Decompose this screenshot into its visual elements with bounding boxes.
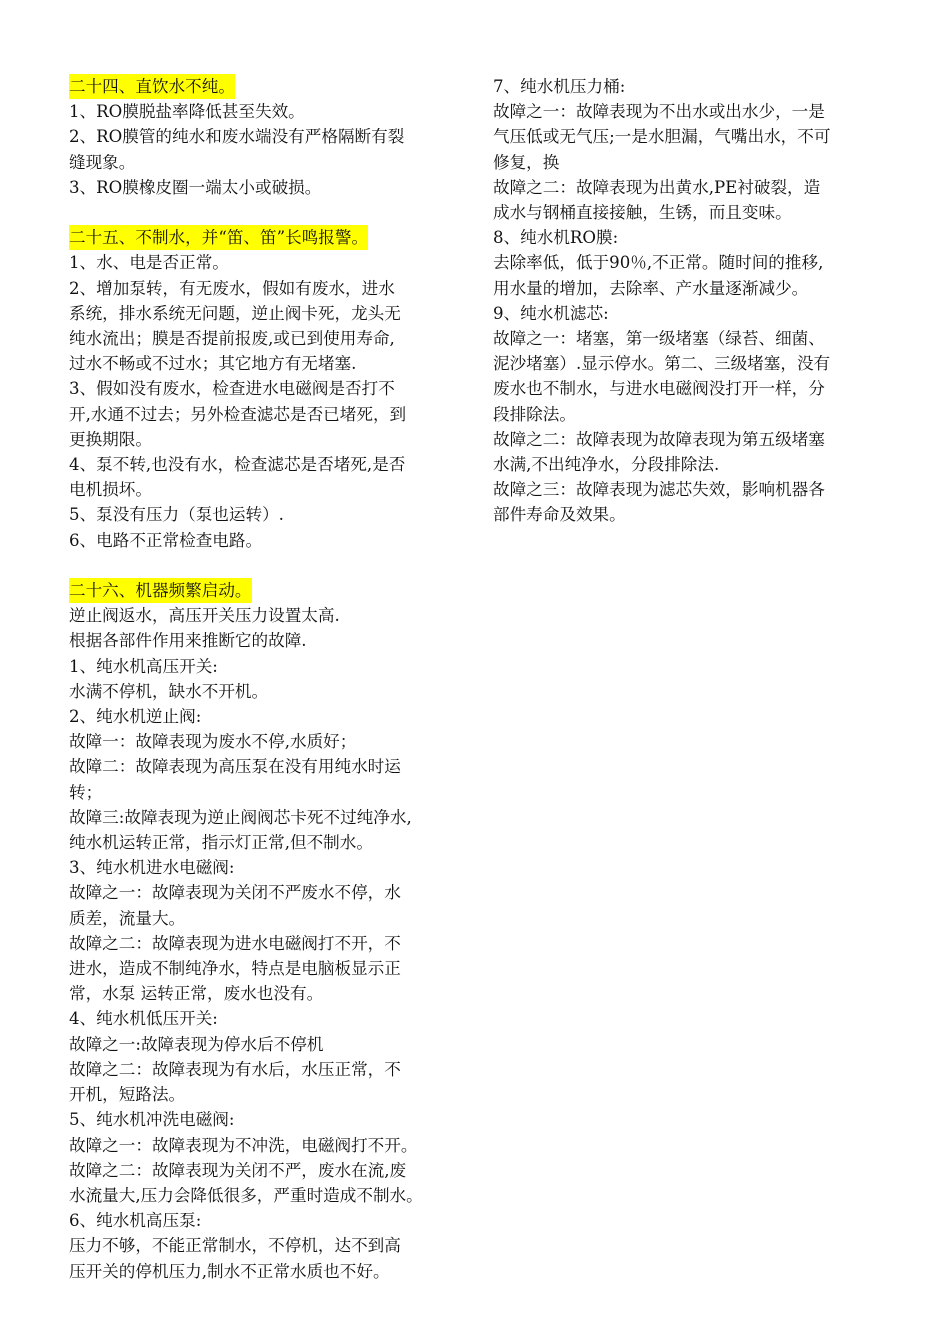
- text-line: 3、假如没有废水，检查进水电磁阀是否打不: [69, 379, 395, 399]
- text-line: 故障之三：故障表现为滤芯失效，影响机器各: [493, 480, 825, 500]
- text-line: 气压低或无气压;一是水胆漏，气嘴出水，不可: [493, 127, 831, 147]
- text-line: 开机，短路法。: [69, 1085, 186, 1105]
- text-line: 故障之二：故障表现为有水后，水压正常，不: [69, 1059, 401, 1079]
- text-line: 压开关的停机压力,制水不正常水质也不好。: [69, 1261, 390, 1281]
- text-line: 去除率低，低于90％,不正常。随时间的推移,: [493, 253, 824, 273]
- text-line: 压力不够，不能正常制水，不停机，达不到高: [69, 1236, 401, 1256]
- text-line: 缝现象。: [69, 152, 136, 172]
- text-line: 故障三:故障表现为逆止阀阀芯卡死不过纯净水,: [69, 807, 412, 827]
- text-line: 5、泵没有压力（泵也运转）.: [69, 505, 284, 525]
- paragraph-gap: [69, 200, 469, 225]
- text-line: 2、增加泵转，有无废水，假如有废水，进水: [69, 278, 395, 298]
- left-column: [69, 74, 469, 1284]
- text-line: 3、纯水机进水电磁阀:: [69, 858, 235, 878]
- text-line: 纯水机运转正常，指示灯正常,但不制水。: [69, 833, 373, 853]
- text-line: 过水不畅或不过水；其它地方有无堵塞.: [69, 354, 357, 374]
- text-line: 9、纯水机滤芯:: [493, 303, 609, 323]
- text-line: 故障二：故障表现为高压泵在没有用纯水时运: [69, 757, 401, 777]
- text-line: 泥沙堵塞）.显示停水。第二、三级堵塞，没有: [493, 354, 831, 374]
- text-line: 1、水、电是否正常。: [69, 253, 229, 273]
- text-line: 水流量大,压力会降低很多，严重时造成不制水。: [69, 1185, 423, 1205]
- text-line: 故障一：故障表现为废水不停,水质好；: [69, 732, 357, 752]
- text-line: 6、电路不正常检查电路。: [69, 530, 263, 550]
- text-line: 故障之二：故障表现为出黄水,PE衬破裂，造: [493, 177, 821, 197]
- text-line: 纯水流出；膜是否提前报废,或已到使用寿命,: [69, 329, 395, 349]
- text-line: 段排除法。: [493, 404, 576, 424]
- text-line: 根据各部件作用来推断它的故障.: [69, 631, 307, 651]
- text-line: 1、RO膜脱盐率降低甚至失效。: [69, 102, 305, 122]
- text-line: 故障之二：故障表现为进水电磁阀打不开，不: [69, 933, 401, 953]
- section-heading-25: 二十五、不制水，并“笛、笛”长鸣报警。: [69, 225, 368, 250]
- text-line: 成水与钢桶直接接触，生锈，而且变味。: [493, 203, 792, 223]
- text-line: 修复，换: [493, 152, 560, 172]
- text-line: 进水，造成不制纯净水，特点是电脑板显示正: [69, 959, 401, 979]
- text-line: 转；: [69, 782, 103, 802]
- text-line: 故障之一：故障表现为不冲洗，电磁阀打不开。: [69, 1135, 418, 1155]
- text-line: 用水量的增加，去除率、产水量逐渐减少。: [493, 278, 809, 298]
- text-line: 部件寿命及效果。: [493, 505, 626, 525]
- text-line: 故障之一：故障表现为不出水或出水少，一是: [493, 102, 825, 122]
- text-line: 质差，流量大。: [69, 908, 186, 928]
- right-column: [493, 74, 893, 528]
- text-line: 常，水泵 运转正常，废水也没有。: [69, 984, 324, 1004]
- text-line: 6、纯水机高压泵:: [69, 1211, 202, 1231]
- text-line: 故障之二：故障表现为关闭不严，废水在流,废: [69, 1160, 407, 1180]
- paragraph-gap: [69, 553, 469, 578]
- text-line: 8、纯水机RO膜:: [493, 228, 619, 248]
- text-line: 1、纯水机高压开关:: [69, 656, 218, 676]
- text-line: 4、纯水机低压开关:: [69, 1009, 218, 1029]
- text-line: 开,水通不过去；另外检查滤芯是否已堵死，到: [69, 404, 407, 424]
- text-line: 更换期限。: [69, 429, 152, 449]
- text-line: 2、纯水机逆止阀:: [69, 707, 202, 727]
- text-line: 3、RO膜橡皮圈一端太小或破损。: [69, 177, 322, 197]
- text-line: 水满,不出纯净水，分段排除法.: [493, 455, 720, 475]
- section-heading-26: 二十六、机器频繁启动。: [69, 578, 252, 603]
- text-line: 7、纯水机压力桶:: [493, 77, 626, 96]
- text-line: 5、纯水机冲洗电磁阀:: [69, 1110, 235, 1130]
- text-line: 水满不停机，缺水不开机。: [69, 681, 269, 701]
- text-line: 废水也不制水，与进水电磁阀没打开一样，分: [493, 379, 825, 399]
- section-heading-24: 二十四、直饮水不纯。: [69, 74, 235, 99]
- text-line: 故障之一：故障表现为关闭不严废水不停，水: [69, 883, 401, 903]
- text-line: 4、泵不转,也没有水，检查滤芯是否堵死,是否: [69, 455, 406, 475]
- text-line: 故障之二：故障表现为故障表现为第五级堵塞: [493, 429, 825, 449]
- text-line: 系统，排水系统无问题，逆止阀卡死，龙头无: [69, 303, 401, 323]
- text-line: 故障之一：堵塞，第一级堵塞（绿苔、细菌、: [493, 329, 825, 349]
- text-line: 2、RO膜管的纯水和废水端没有严格隔断有裂: [69, 127, 405, 147]
- text-line: 电机损坏。: [69, 480, 152, 500]
- text-line: 故障之一:故障表现为停水后不停机: [69, 1034, 324, 1054]
- text-line: 逆止阀返水，高压开关压力设置太高.: [69, 606, 340, 626]
